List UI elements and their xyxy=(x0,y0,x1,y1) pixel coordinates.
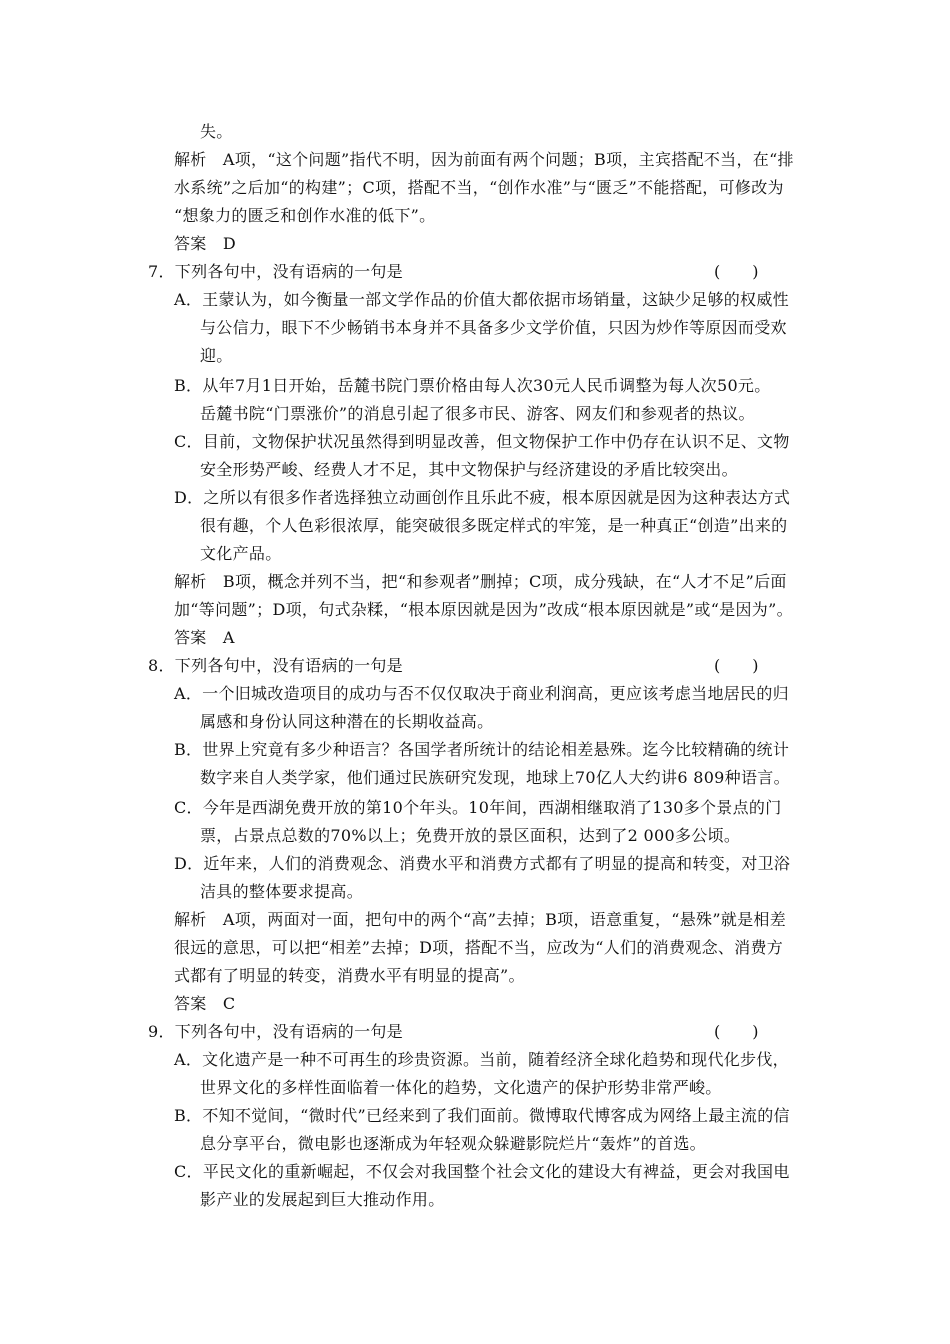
q8-answer-blank: ( ) xyxy=(714,656,759,675)
q9-stem: 9．下列各句中，没有语病的一句是 xyxy=(148,1022,403,1041)
q6-option-tail: 失。 xyxy=(200,122,233,141)
q6-analysis-line: “想象力的匮乏和创作水准的低下”。 xyxy=(174,206,436,225)
q8-option-a: A．一个旧城改造项目的成功与否不仅仅取决于商业利润高，更应该考虑当地居民的归 xyxy=(174,684,789,703)
q7-option-a: 迎。 xyxy=(200,346,233,365)
q8-analysis-line: 解析 A项，两面对一面，把句中的两个“高”去掉；B项，语意重复，“悬殊”就是相差 xyxy=(174,910,787,929)
q9-option-a: 世界文化的多样性面临着一体化的趋势，文化遗产的保护形势非常严峻。 xyxy=(200,1078,722,1097)
q9-option-b: 息分享平台，微电影也逐渐成为年轻观众躲避影院烂片“轰炸”的首选。 xyxy=(200,1134,706,1153)
q7-analysis-line: 解析 B项，概念并列不当，把“和参观者”删掉；C项，成分残缺，在“人才不足”后面 xyxy=(174,572,787,591)
q8-option-c: C．今年是西湖免费开放的第10个年头。10年间，西湖相继取消了130多个景点的门 xyxy=(174,798,782,817)
q7-option-b: 岳麓书院“门票涨价”的消息引起了很多市民、游客、网友们和参观者的热议。 xyxy=(200,404,755,423)
q6-analysis-line: 水系统”之后加“的构建”；C项，搭配不当，“创作水准”与“匮乏”不能搭配，可修改为 xyxy=(174,178,784,197)
q7-option-c: 安全形势严峻、经费人才不足，其中文物保护与经济建设的矛盾比较突出。 xyxy=(200,460,738,479)
q7-stem: 7．下列各句中，没有语病的一句是 xyxy=(148,262,403,281)
q8-option-a: 属感和身份认同这种潜在的长期收益高。 xyxy=(200,712,494,731)
q8-option-d: D．近年来，人们的消费观念、消费水平和消费方式都有了明显的提高和转变，对卫浴 xyxy=(174,854,791,873)
q8-answer: 答案 C xyxy=(174,994,236,1013)
q7-analysis-line: 加“等问题”；D项，句式杂糅，“根本原因就是因为”改成“根本原因就是”或“是因为”。 xyxy=(174,600,793,619)
q9-option-c: 影产业的发展起到巨大推动作用。 xyxy=(200,1190,445,1209)
q8-option-b: 数字来自人类学家，他们通过民族研究发现，地球上70亿人大约讲6 809种语言。 xyxy=(200,768,790,787)
q6-analysis-line: 解析 A项，“这个问题”指代不明，因为前面有两个问题；B项，主宾搭配不当，在“排 xyxy=(174,150,794,169)
q7-option-c: C．目前，文物保护状况虽然得到明显改善，但文物保护工作中仍存在认识不足、文物 xyxy=(174,432,790,451)
q8-option-d: 洁具的整体要求提高。 xyxy=(200,882,364,901)
q7-option-d: D．之所以有很多作者选择独立动画创作且乐此不疲，根本原因就是因为这种表达方式 xyxy=(174,488,791,507)
q7-option-b: B．从年7月1日开始，岳麓书院门票价格由每人次30元人民币调整为每人次50元。 xyxy=(174,376,771,395)
q6-answer: 答案 D xyxy=(174,234,237,253)
q8-option-c: 票，占景点总数的70%以上；免费开放的景区面积，达到了2 000多公顷。 xyxy=(200,826,741,845)
q7-answer: 答案 A xyxy=(174,628,235,647)
q9-option-b: B．不知不觉间，“微时代”已经来到了我们面前。微博取代博客成为网络上最主流的信 xyxy=(174,1106,790,1125)
q8-stem: 8．下列各句中，没有语病的一句是 xyxy=(148,656,403,675)
q7-option-d: 很有趣，个人色彩很浓厚，能突破很多既定样式的牢笼，是一种真正“创造”出来的 xyxy=(200,516,788,535)
q8-analysis-line: 很远的意思，可以把“相差”去掉；D项，搭配不当，应改为“人们的消费观念、消费方 xyxy=(174,938,784,957)
q8-analysis-line: 式都有了明显的转变，消费水平有明显的提高”。 xyxy=(174,966,525,985)
q7-option-d: 文化产品。 xyxy=(200,544,282,563)
q9-option-c: C．平民文化的重新崛起，不仅会对我国整个社会文化的建设大有裨益，更会对我国电 xyxy=(174,1162,790,1181)
q7-option-a: 与公信力，眼下不少畅销书本身并不具备多少文学价值，只因为炒作等原因而受欢 xyxy=(200,318,787,337)
q7-answer-blank: ( ) xyxy=(714,262,759,281)
q7-option-a: A．王蒙认为，如今衡量一部文学作品的价值大都依据市场销量，这缺少足够的权威性 xyxy=(174,290,789,309)
q9-option-a: A．文化遗产是一种不可再生的珍贵资源。当前，随着经济全球化趋势和现代化步伐， xyxy=(174,1050,789,1069)
q8-option-b: B．世界上究竟有多少种语言？各国学者所统计的结论相差悬殊。迄今比较精确的统计 xyxy=(174,740,790,759)
q9-answer-blank: ( ) xyxy=(714,1022,759,1041)
